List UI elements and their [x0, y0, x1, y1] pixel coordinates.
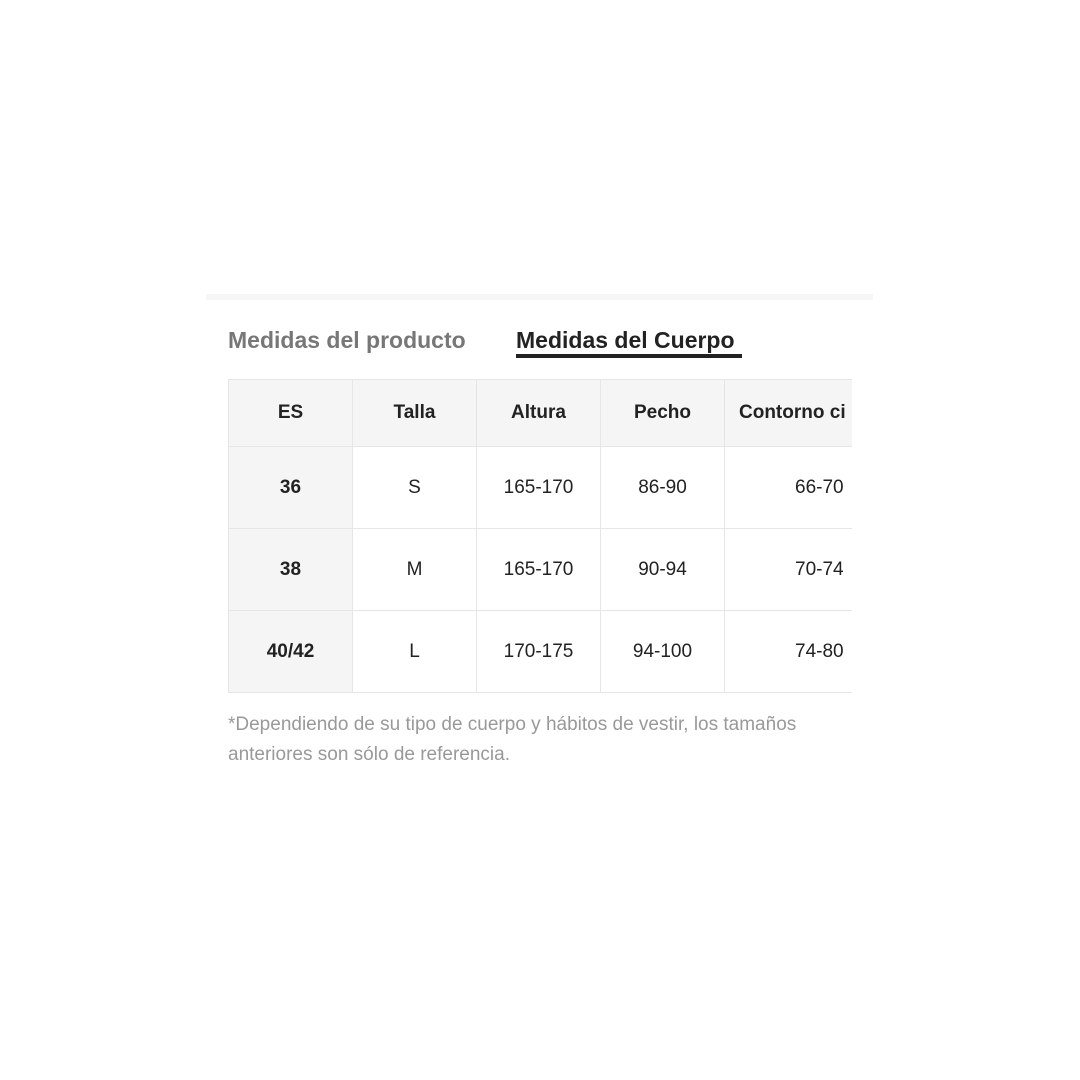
- cell-contorno: 70-74: [725, 529, 853, 611]
- cell-contorno: 74-80: [725, 611, 853, 693]
- cell-talla: S: [353, 447, 477, 529]
- table-row: [229, 529, 853, 611]
- header-pecho: Pecho: [601, 380, 725, 447]
- cell-talla: M: [353, 529, 477, 611]
- header-altura: Altura: [477, 380, 601, 447]
- cell-pecho: 86-90: [601, 447, 725, 529]
- table-header-row: [229, 380, 853, 447]
- cell-contorno: 66-70: [725, 447, 853, 529]
- size-table: [228, 379, 852, 693]
- size-guide-panel: [206, 294, 873, 784]
- cell-es: 36: [229, 447, 353, 529]
- cell-altura: 165-170: [477, 447, 601, 529]
- cell-altura: 165-170: [477, 529, 601, 611]
- cell-pecho: 94-100: [601, 611, 725, 693]
- size-table-scroll-area[interactable]: [228, 379, 852, 694]
- size-footnote: *Dependiendo de su tipo de cuerpo y hábitos de vestir, los tamaños anteriores son sólo de referencia.: [228, 714, 797, 765]
- cell-es: 40/42: [229, 611, 353, 693]
- table-row: [229, 611, 853, 693]
- cell-talla: L: [353, 611, 477, 693]
- tab-body-measurements[interactable]: Medidas del Cuerpo: [516, 327, 735, 353]
- cell-es: 38: [229, 529, 353, 611]
- panel-top-divider: [206, 294, 873, 300]
- cell-pecho: 90-94: [601, 529, 725, 611]
- header-talla: Talla: [353, 380, 477, 447]
- active-tab-indicator: [516, 354, 742, 358]
- table-row: [229, 447, 853, 529]
- header-es: ES: [229, 380, 353, 447]
- tab-product-measurements[interactable]: Medidas del producto: [228, 327, 466, 353]
- cell-altura: 170-175: [477, 611, 601, 693]
- header-contorno: Contorno ci: [725, 380, 853, 447]
